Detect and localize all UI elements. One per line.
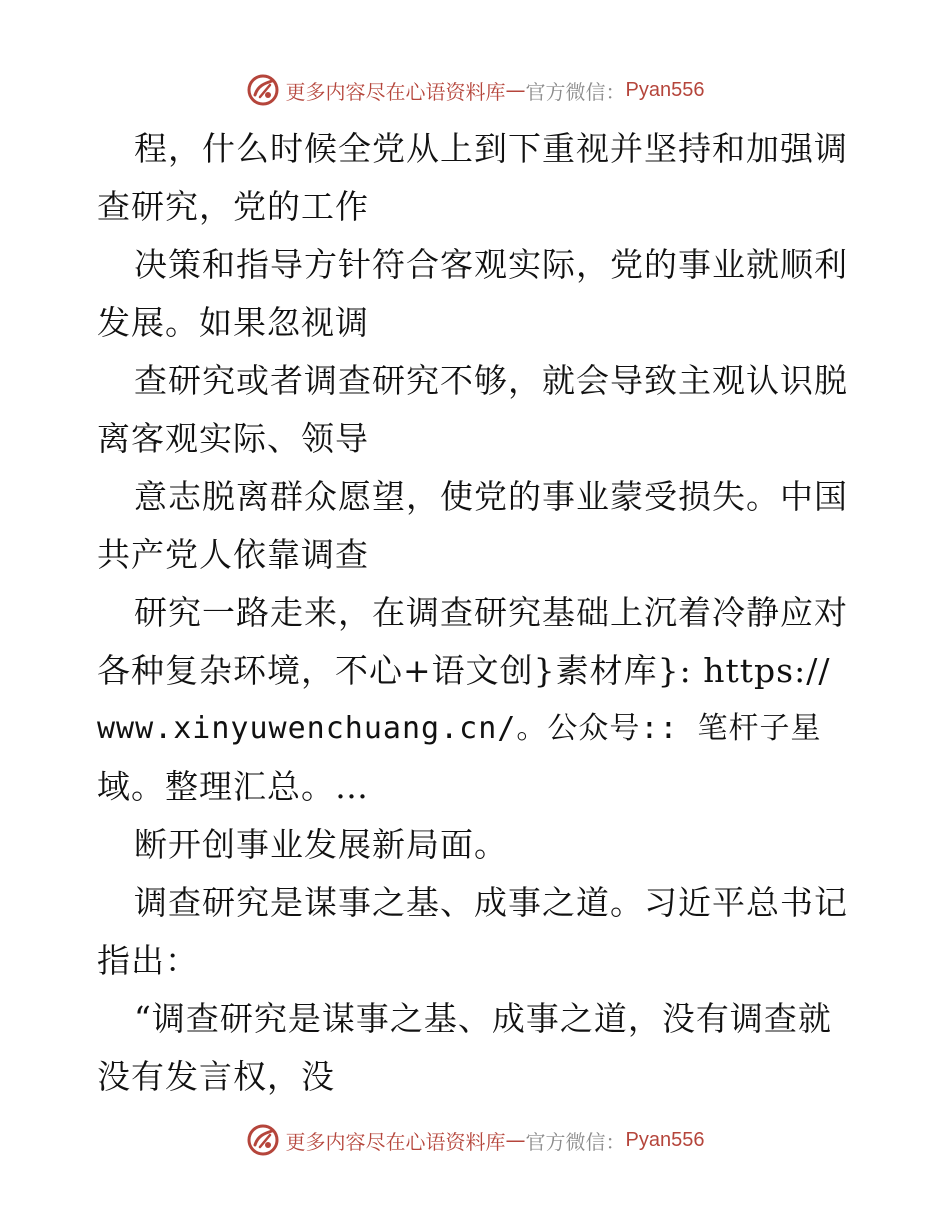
body-line: 域。整理汇总。… — [97, 767, 369, 806]
body-line: 共产党人依靠调查 — [97, 535, 369, 574]
banner-dash: — — [505, 1128, 526, 1152]
banner-brand-text: 更多内容尽在心语资料库 — [285, 79, 506, 104]
banner-wechat-id: Pyan556 — [625, 78, 705, 101]
body-line: 调查研究是谋事之基、成事之道。习近平总书记 — [134, 883, 848, 922]
body-line: 研究一路走来，在调查研究基础上沉着冷静应对 — [134, 593, 848, 632]
banner-wechat-id: Pyan556 — [625, 1128, 705, 1151]
banner-official-label: 官方微信： — [525, 79, 626, 104]
banner-brand-text: 更多内容尽在心语资料库 — [285, 1129, 506, 1154]
body-line: 查研究，党的工作 — [97, 187, 369, 226]
footer-banner — [0, 1120, 950, 1160]
body-line: 决策和指导方针符合客观实际，党的事业就顺利 — [134, 245, 848, 284]
body-line: 离客观实际、领导 — [97, 419, 369, 458]
body-line: “调查研究是谋事之基、成事之道，没有调查就 — [134, 999, 832, 1038]
body-line: 各种复杂环境，不心+语文创}素材库}: https:// — [97, 651, 831, 690]
brand-logo-icon — [246, 1123, 280, 1157]
body-line: 指出： — [97, 941, 199, 980]
banner-dash: — — [505, 78, 526, 102]
body-line: 发展。如果忽视调 — [97, 303, 369, 342]
header-banner — [0, 70, 950, 110]
document-body — [97, 120, 857, 1106]
banner-official-label: 官方微信： — [525, 1129, 626, 1154]
body-line: 查研究或者调查研究不够，就会导致主观认识脱 — [134, 361, 848, 400]
brand-logo-icon — [246, 73, 280, 107]
body-line: 程，什么时候全党从上到下重视并坚持和加强调 — [134, 129, 848, 168]
body-line: 断开创事业发展新局面。 — [134, 825, 508, 864]
body-line-url: www.xinyuwenchuang.cn/。公众号:: 笔杆子星 — [97, 711, 822, 746]
body-line: 意志脱离群众愿望，使党的事业蒙受损失。中国 — [134, 477, 848, 516]
body-line: 没有发言权，没 — [97, 1057, 335, 1096]
